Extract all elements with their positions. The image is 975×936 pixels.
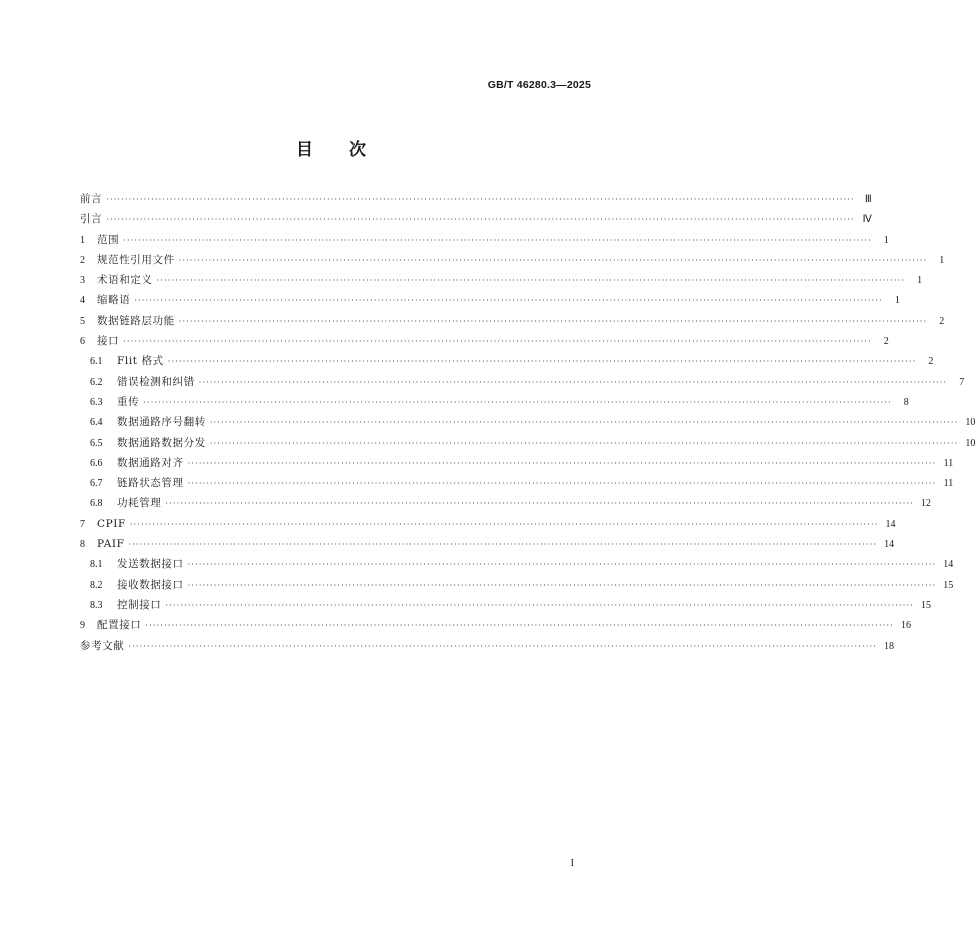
- toc-entry-page: 7: [959, 376, 965, 388]
- toc-entry[interactable]: [80, 392, 909, 412]
- toc-entry-number: 7: [80, 518, 85, 530]
- toc-entry[interactable]: [80, 473, 954, 493]
- toc-entry-number: 6.8: [90, 498, 103, 510]
- toc-entry[interactable]: [80, 554, 954, 574]
- toc-entry[interactable]: [80, 575, 954, 595]
- toc-entry-page: Ⅳ: [862, 214, 872, 226]
- toc-entry-number: 6.4: [90, 417, 103, 429]
- toc-entry-page: Ⅲ: [864, 194, 872, 205]
- toc-entry-number: 4: [80, 295, 85, 307]
- toc-entry[interactable]: [80, 189, 872, 209]
- toc-entry[interactable]: [80, 250, 945, 270]
- toc-entry-page: 2: [928, 356, 934, 368]
- toc-entry[interactable]: [80, 270, 923, 290]
- toc-entry-number: 8.1: [90, 559, 103, 571]
- toc-entry-label: 数据通路对齐: [117, 456, 184, 469]
- toc-leader-dots: ········································································································································································································: [187, 560, 937, 570]
- toc-leader-dots: ········································································································································································································: [178, 316, 928, 326]
- toc-entry[interactable]: [80, 595, 931, 615]
- toc-leader-dots: ········································································································································································································: [178, 255, 928, 265]
- toc-leader-dots: ········································································································································································································: [156, 276, 906, 286]
- toc-entry-number: 6.6: [90, 457, 103, 469]
- toc-entry-page: 11: [943, 478, 954, 490]
- toc-entry-number: 8.3: [90, 599, 103, 611]
- toc-entry-page: 8: [903, 396, 909, 408]
- toc-entry-page: 16: [901, 620, 911, 632]
- toc-leader-dots: ········································································································································································································: [106, 215, 855, 225]
- toc-entry[interactable]: [80, 412, 975, 432]
- toc-entry[interactable]: [80, 209, 872, 229]
- toc-entry-label: 数据通路数据分发: [117, 436, 206, 449]
- toc-entry-number: 2: [80, 254, 85, 266]
- toc-leader-dots: ········································································································································································································: [187, 458, 937, 468]
- toc-entry-page: 11: [943, 457, 954, 469]
- toc-entry[interactable]: [80, 372, 965, 392]
- toc-entry-label: 接收数据接口: [117, 578, 184, 591]
- toc-entry[interactable]: [80, 534, 895, 554]
- toc-entry-page: 10: [965, 417, 975, 429]
- toc-entry-number: 8: [80, 539, 85, 551]
- toc-entry-page: 2: [939, 315, 945, 327]
- toc-leader-dots: ········································································································································································································: [123, 235, 872, 245]
- toc-entry-page: 18: [884, 640, 894, 652]
- toc-entry-number: 5: [80, 315, 85, 327]
- toc-leader-dots: ········································································································································································································: [123, 337, 872, 347]
- toc-leader-dots: ········································································································································································································: [128, 641, 877, 651]
- toc-entry-number: 6.3: [90, 396, 103, 408]
- toc-entry-label: 接口: [97, 335, 120, 348]
- toc-entry[interactable]: [80, 493, 931, 513]
- toc-entry-label: 数据链路层功能: [97, 314, 175, 327]
- toc-entry-label: 参考文献: [80, 639, 125, 652]
- toc-entry[interactable]: [80, 433, 975, 453]
- toc-entry-label: 缩略语: [97, 294, 131, 307]
- toc-entry-page: 1: [883, 234, 889, 246]
- toc-entry-page: 12: [921, 498, 931, 510]
- toc-entry-number: 6.1: [90, 356, 103, 368]
- toc-entry-page: 1: [917, 275, 923, 287]
- toc-entry-page: 15: [921, 599, 931, 611]
- toc-entry-label: 重传: [117, 395, 140, 408]
- toc-entry-label: 规范性引用文件: [97, 253, 175, 266]
- toc-leader-dots: ········································································································································································································: [187, 479, 937, 489]
- toc-entry-page: 1: [939, 254, 945, 266]
- page-title: 目次: [296, 140, 402, 160]
- toc-entry-number: 6.5: [90, 437, 103, 449]
- toc-entry[interactable]: [80, 615, 911, 635]
- toc-entry-label: 链路状态管理: [117, 477, 184, 490]
- toc-entry[interactable]: [80, 290, 900, 310]
- toc-leader-dots: ········································································································································································································: [167, 357, 917, 367]
- toc-entry-label: 错误检测和纠错: [117, 375, 195, 388]
- toc-entry-label: 术语和定义: [97, 274, 153, 287]
- toc-entry-label: 引言: [80, 213, 103, 226]
- toc-entry[interactable]: [80, 453, 954, 473]
- toc-entry-page: 1: [894, 295, 900, 307]
- toc-entry-number: 3: [80, 275, 85, 287]
- toc-entry-number: 6.7: [90, 478, 103, 490]
- toc-leader-dots: ········································································································································································································: [129, 519, 879, 529]
- toc-entry-number: 8.2: [90, 579, 103, 591]
- toc-entry-label: 功耗管理: [117, 497, 162, 510]
- toc-entry[interactable]: [80, 351, 934, 371]
- toc-entry-label: 前言: [80, 193, 103, 205]
- toc-leader-dots: ········································································································································································································: [143, 397, 892, 407]
- page-number: I: [570, 858, 574, 869]
- toc-entry-label: 数据通路序号翻转: [117, 416, 206, 429]
- toc-entry[interactable]: [80, 636, 894, 656]
- toc-entry-label: CPIF: [97, 517, 126, 530]
- toc-entry-page: 15: [943, 579, 954, 591]
- toc-leader-dots: ········································································································································································································: [165, 600, 914, 610]
- toc-entry-label: 发送数据接口: [117, 558, 184, 571]
- toc-leader-dots: ········································································································································································································: [165, 499, 914, 509]
- toc-entry-number: 9: [80, 620, 85, 632]
- toc-entry-label: PAIF: [97, 538, 125, 551]
- toc-leader-dots: ········································································································································································································: [106, 195, 855, 204]
- toc-leader-dots: ········································································································································································································: [134, 296, 883, 306]
- toc-leader-dots: ········································································································································································································: [209, 418, 959, 428]
- toc-entry-page: 2: [883, 336, 889, 348]
- toc-entry[interactable]: [80, 514, 896, 534]
- toc-entry-label: Flit 格式: [117, 355, 164, 368]
- toc-entry-page: 14: [885, 518, 896, 530]
- toc-leader-dots: ········································································································································································································: [145, 621, 894, 631]
- toc-leader-dots: ········································································································································································································: [209, 438, 959, 448]
- toc-entry-label: 范围: [97, 233, 120, 246]
- table-of-contents: [80, 189, 975, 656]
- toc-entry-page: 14: [884, 539, 895, 551]
- toc-entry-label: 配置接口: [97, 619, 142, 632]
- toc-leader-dots: ········································································································································································································: [128, 540, 878, 550]
- toc-entry-number: 1: [80, 234, 85, 246]
- toc-entry-label: 控制接口: [117, 598, 162, 611]
- toc-entry[interactable]: [80, 311, 945, 331]
- toc-entry-number: 6: [80, 336, 85, 348]
- toc-leader-dots: ········································································································································································································: [198, 377, 948, 387]
- document-code: GB/T 46280.3—2025: [487, 79, 591, 91]
- toc-entry-number: 6.2: [90, 376, 103, 388]
- toc-leader-dots: ········································································································································································································: [187, 580, 937, 590]
- toc-entry-page: 14: [943, 559, 954, 571]
- toc-entry[interactable]: [80, 331, 889, 351]
- toc-entry[interactable]: [80, 230, 889, 250]
- toc-entry-page: 10: [965, 437, 975, 449]
